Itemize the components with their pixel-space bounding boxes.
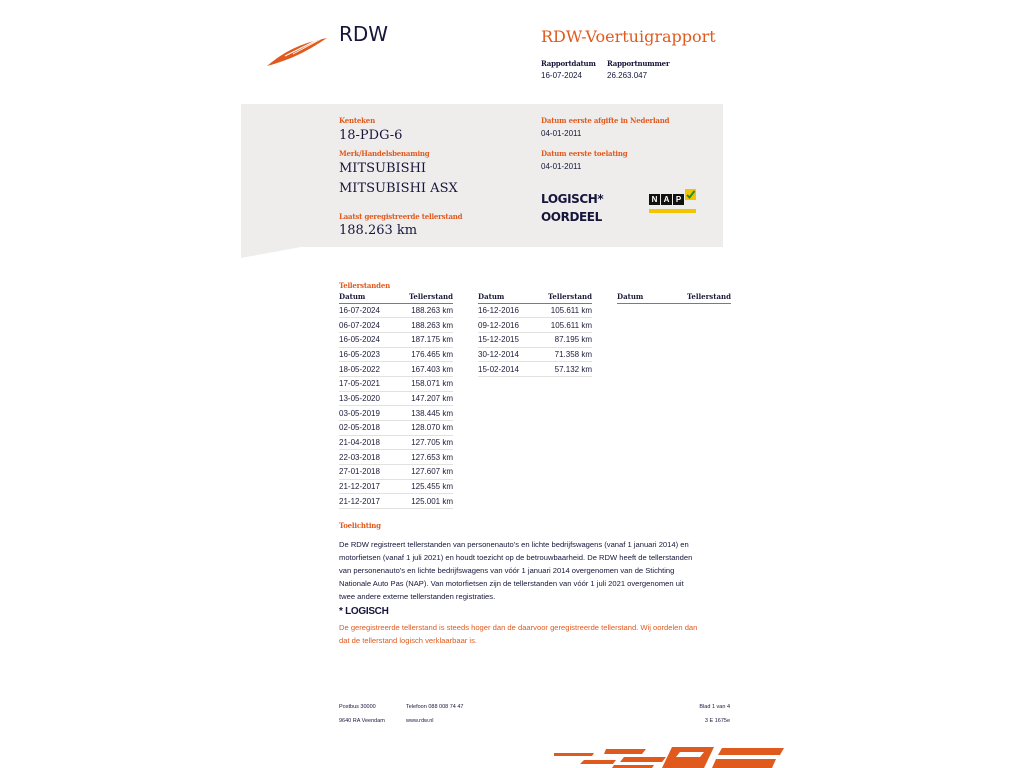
report-date-label: Rapportdatum [541, 59, 596, 68]
footer-address-2: 9640 RA Veendam [339, 718, 385, 724]
readings-table-1 [339, 292, 453, 509]
reading-km: 125.001 km [394, 494, 453, 509]
reading-date: 16-05-2024 [339, 332, 394, 347]
reading-km: 105.611 km [533, 318, 592, 333]
col-value-header: Tellerstand [533, 292, 592, 303]
reading-date: 15-12-2015 [478, 332, 533, 347]
table-row [339, 465, 453, 480]
col-value-header: Tellerstand [660, 292, 731, 303]
logisch-text [339, 622, 739, 648]
footer-address-1: Postbus 30000 [339, 704, 376, 710]
footer-web: www.rdw.nl [406, 718, 434, 724]
reading-date: 03-05-2019 [339, 406, 394, 421]
reading-date: 21-12-2017 [339, 479, 394, 494]
explanation-line: van personenauto's en lichte bedrijfswagens van vóór 1 januari 2014 overgenomen van de Stichting [339, 565, 675, 575]
reading-km: 71.358 km [533, 347, 592, 362]
table-row [478, 362, 592, 377]
first-admission-label: Datum eerste toelating [541, 149, 628, 158]
reading-km: 127.653 km [394, 450, 453, 465]
report-date: 16-07-2024 [541, 71, 582, 80]
model-value: MITSUBISHI ASX [339, 181, 458, 196]
table-row [339, 450, 453, 465]
report-number: 26.263.047 [607, 71, 648, 80]
reading-date: 30-12-2014 [478, 347, 533, 362]
report-title: RDW-Voertuigrapport [541, 27, 716, 46]
reading-date: 09-12-2016 [478, 318, 533, 333]
make-label: Merk/Handelsbenaming [339, 149, 430, 158]
reading-km: 167.403 km [394, 362, 453, 377]
col-value-header: Tellerstand [394, 292, 453, 303]
nap-letter: P [673, 194, 684, 205]
plate-value: 18-PDG-6 [339, 128, 403, 143]
nap-letter: A [661, 194, 672, 205]
table-row [339, 391, 453, 406]
logisch-line: dat de tellerstand logisch verklaarbaar is. [339, 635, 478, 645]
table-row [339, 376, 453, 391]
table-row [339, 421, 453, 436]
col-date-header: Datum [478, 292, 533, 303]
footer-page: Blad 1 van 4 [699, 704, 730, 710]
rdw-logo-icon [265, 34, 331, 68]
plate-label: Kenteken [339, 116, 375, 125]
reading-km: 127.607 km [394, 465, 453, 480]
panel-notch [241, 247, 301, 258]
nap-letter: N [649, 194, 660, 205]
explanation-text [339, 539, 739, 604]
table-row [339, 303, 453, 318]
explanation-line: De RDW registreert tellerstanden van personenauto's en lichte bedrijfswagens (vanaf 1 januari 2014) en [339, 540, 689, 549]
table-row [339, 494, 453, 509]
nap-underline [649, 209, 696, 213]
table-row [339, 332, 453, 347]
reading-km: 147.207 km [394, 391, 453, 406]
reading-date: 13-05-2020 [339, 391, 394, 406]
reading-km: 187.175 km [394, 332, 453, 347]
table-row [339, 479, 453, 494]
table-row [339, 347, 453, 362]
explanation-title: Toelichting [339, 521, 381, 530]
last-odometer-value: 188.263 km [339, 223, 418, 238]
col-date-header: Datum [617, 292, 660, 303]
reading-km: 127.705 km [394, 435, 453, 450]
table-row [478, 332, 592, 347]
reading-km: 158.071 km [394, 376, 453, 391]
decorative-stripes-icon [554, 747, 784, 768]
reading-date: 16-12-2016 [478, 303, 533, 318]
reading-km: 188.263 km [394, 303, 453, 318]
footer-code: 3 E 1675e [704, 718, 730, 724]
explanation-line: twee andere externe tellerstanden registraties. [339, 591, 496, 601]
table-row [478, 303, 592, 318]
footer-phone: Telefoon 088 008 74 47 [406, 704, 464, 710]
reading-date: 16-07-2024 [339, 303, 394, 318]
table-row [478, 318, 592, 333]
reading-km: 138.445 km [394, 406, 453, 421]
first-admission-value: 04-01-2011 [541, 162, 582, 171]
nap-logo [649, 189, 696, 207]
reading-km: 128.070 km [394, 421, 453, 436]
reading-km: 57.132 km [533, 362, 592, 377]
table-row [339, 318, 453, 333]
reading-date: 17-05-2021 [339, 376, 394, 391]
reading-km: 87.195 km [533, 332, 592, 347]
col-date-header: Datum [339, 292, 394, 303]
logisch-line: De geregistreerde tellerstand is steeds hoger dan de daarvoor geregistreerde tellerstand. Wij oordelen dan [339, 623, 698, 632]
readings-table-3 [617, 292, 731, 304]
reading-date: 15-02-2014 [478, 362, 533, 377]
table-row [478, 347, 592, 362]
check-icon [685, 189, 696, 200]
logisch-title: * LOGISCH [339, 606, 389, 617]
reading-km: 176.465 km [394, 347, 453, 362]
verdict-line-2: OORDEEL [541, 210, 602, 224]
last-odometer-label: Laatst geregistreerde tellerstand [339, 212, 463, 221]
report-number-label: Rapportnummer [607, 59, 670, 68]
explanation-line: Nationale Auto Pas (NAP). Van motorfietsen zijn de tellerstanden van vóór 1 juli 2021 overgenomen uit [339, 578, 684, 588]
reading-km: 188.263 km [394, 318, 453, 333]
first-nl-value: 04-01-2011 [541, 129, 582, 138]
table-row [339, 435, 453, 450]
reading-date: 21-12-2017 [339, 494, 394, 509]
reading-km: 125.455 km [394, 479, 453, 494]
reading-date: 27-01-2018 [339, 465, 394, 480]
reading-date: 22-03-2018 [339, 450, 394, 465]
reading-date: 06-07-2024 [339, 318, 394, 333]
reading-date: 16-05-2023 [339, 347, 394, 362]
verdict-line-1: LOGISCH* [541, 192, 604, 206]
reading-km: 105.611 km [533, 303, 592, 318]
make-value: MITSUBISHI [339, 161, 427, 176]
readings-table-2 [478, 292, 592, 377]
table-row [339, 406, 453, 421]
readings-title: Tellerstanden [339, 281, 390, 290]
reading-date: 21-04-2018 [339, 435, 394, 450]
vehicle-panel [241, 104, 723, 247]
explanation-line: motorfietsen (vanaf 1 juli 2021) en houdt toezicht op de betrouwbaarheid. De RDW heeft de tellerstanden [339, 552, 693, 562]
brand-wordmark: RDW [339, 22, 389, 46]
reading-date: 18-05-2022 [339, 362, 394, 377]
first-nl-label: Datum eerste afgifte in Nederland [541, 116, 670, 125]
reading-date: 02-05-2018 [339, 421, 394, 436]
table-row [339, 362, 453, 377]
